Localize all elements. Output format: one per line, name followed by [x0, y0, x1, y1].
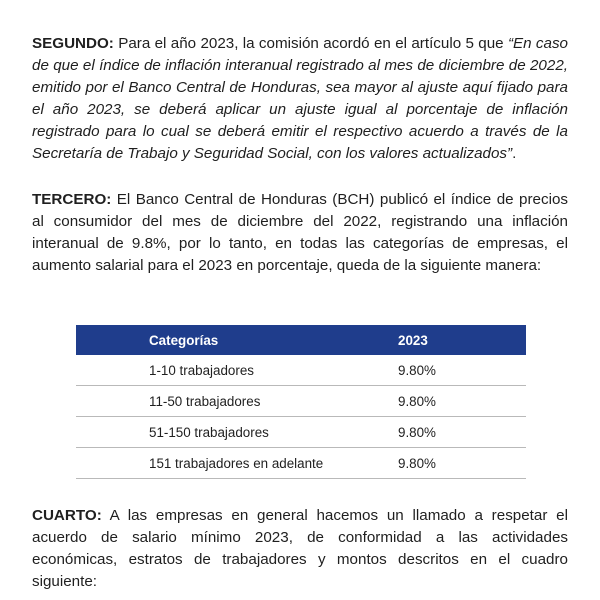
cuarto-label: CUARTO:	[32, 507, 102, 524]
table-row	[76, 386, 526, 417]
segundo-label: SEGUNDO:	[32, 35, 114, 52]
row-percentage: 9.80%	[398, 355, 526, 386]
row-category: 1-10 trabajadores	[76, 355, 398, 386]
row-percentage: 9.80%	[398, 417, 526, 448]
table-row	[76, 355, 526, 386]
segundo-quote: “En caso de que el índice de inflación interanual registrado al mes de diciembre de 2022, emitido por el Banco Central de Honduras, sea mayor al ajuste aquí fijado para el año 2023, se deberá aplicar un ajuste igual al porcentaje de inflación registrado para lo cual se deberá emitir el respectivo acuerdo a través de la Secretaría de Trabajo y Seguridad Social, con los valores actualizados”	[32, 35, 569, 162]
document-body	[32, 33, 568, 277]
row-percentage: 9.80%	[398, 448, 526, 479]
cuarto-text: A las empresas en general hacemos un llamado a respetar el acuerdo de salario mínimo 2023, de conformidad a las actividades económicas, estratos de trabajadores y montos descritos en el cuadro siguiente:	[32, 507, 568, 590]
row-category: 51-150 trabajadores	[76, 417, 398, 448]
segundo-intro: Para el año 2023, la comisión acordó en el artículo 5 que	[113, 35, 508, 52]
header-categorias: Categorías	[149, 332, 219, 348]
paragraph-cuarto	[32, 505, 568, 593]
tercero-text: El Banco Central de Honduras (BCH) publicó el índice de precios al consumidor del mes de diciembre del 2022, registrando una inflación interanual de 9.8%, por lo tanto, en todas las categorías de empresas, el aumento salarial para el 2023 en porcentaje, queda de la siguiente manera:	[32, 191, 568, 274]
row-category: 151 trabajadores en adelante	[76, 448, 398, 479]
salary-increase-table-wrap	[76, 325, 526, 479]
row-category: 11-50 trabajadores	[76, 386, 398, 417]
row-percentage: 9.80%	[398, 386, 526, 417]
segundo-end: .	[512, 145, 517, 162]
header-2023: 2023	[398, 332, 428, 348]
table-row	[76, 417, 526, 448]
table-row	[76, 448, 526, 479]
tercero-label: TERCERO:	[32, 191, 112, 208]
paragraph-tercero	[32, 189, 568, 277]
paragraph-segundo	[32, 33, 568, 165]
table-header-row	[76, 325, 526, 355]
salary-increase-table	[76, 325, 526, 479]
